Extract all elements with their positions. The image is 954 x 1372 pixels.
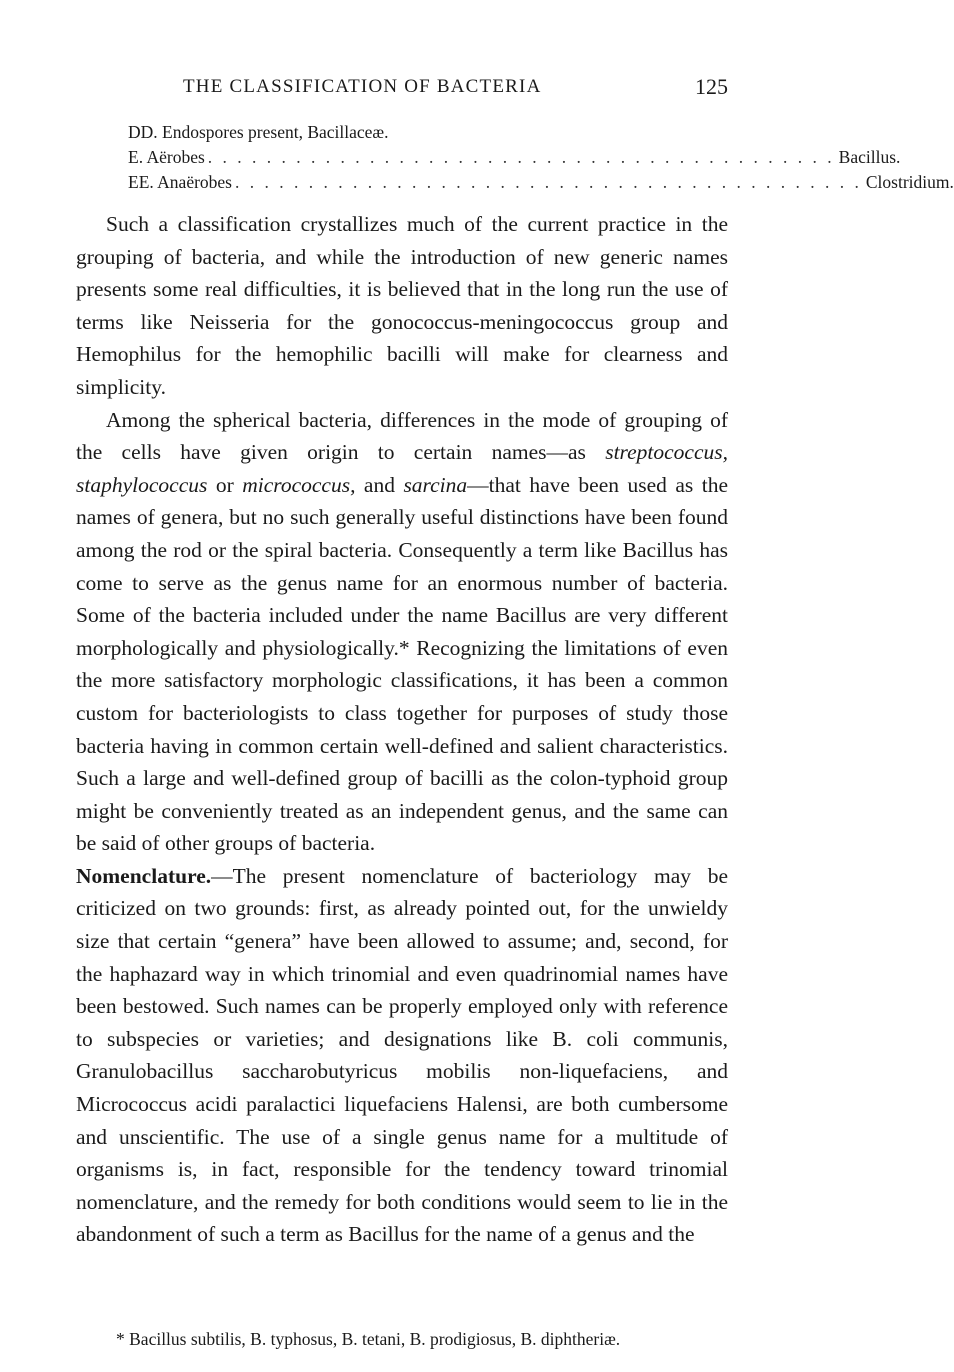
genus-term: staphylococcus bbox=[76, 472, 208, 497]
footnote: * Bacillus subtilis, B. typhosus, B. tetani, B. prodigiosus, B. diphtheriæ. bbox=[116, 1329, 621, 1349]
key-heading-row bbox=[128, 120, 728, 145]
genus-term: sarcina bbox=[403, 472, 468, 497]
classification-key bbox=[128, 120, 954, 195]
dot-leader: . . . . . . . . . . . . . . . . . . . . . . . . . . . . . . . . . . . . . . . . . . . bbox=[207, 147, 835, 167]
running-head bbox=[173, 76, 728, 106]
text-run: or bbox=[207, 472, 243, 497]
text-run: —that have been used as the names of genera, but no such generally useful distinctions have been found among the rod or the spiral bacteria. Consequently a term like Bacillus has come to serve as the genus name for an enormous number of bacteria. Some of the bacteria included under the name Bacillus are very different morphologically and physiologically.* Recognizing the limitations of even the more satisfactory morphologic classifications, it has been a common custom for bacteriologists to class together for purposes of study those bacteria having in common certain well-defined and salient characteristics. Such a large and well-defined group of bacilli as the colon-typhoid group might be conveniently treated as an independent genus, and the same can be said of other groups of bacteria. bbox=[76, 472, 728, 856]
text-run: and bbox=[355, 472, 404, 497]
key-entry: EE. Anaërobes bbox=[128, 172, 232, 192]
genus-term: streptococcus, bbox=[605, 440, 728, 465]
key-row-anaerobes bbox=[128, 170, 954, 195]
section-run-in-heading: Nomenclature. bbox=[76, 863, 212, 888]
dot-leader: . . . . . . . . . . . . . . . . . . . . . . . . . . . . . . . . . . . . . . . . . . . bbox=[235, 172, 862, 192]
running-title: THE CLASSIFICATION OF BACTERIA bbox=[183, 76, 542, 97]
key-heading: DD. Endospores present, Bacillaceæ. bbox=[128, 122, 389, 142]
page-number: 125 bbox=[695, 74, 728, 99]
text-run: Among the spherical bacteria, differences in the mode of grouping of the cells have given origin to certain names—as bbox=[76, 407, 728, 465]
key-entry: E. Aërobes bbox=[128, 147, 205, 167]
key-genus: Bacillus. bbox=[838, 147, 901, 167]
paragraph-nomenclature bbox=[76, 860, 728, 1251]
key-row-aerobes bbox=[128, 145, 901, 170]
paragraph-classification: Such a classification crystallizes much of the current practice in the grouping of bacteria, and while the introduction of new generic names presents some real difficulties, it is believed that in the long run the use of terms like Neisseria for the gonococcus-meningococcus group and Hemophilus for the hemophilic bacilli will make for clearness and simplicity. bbox=[76, 212, 728, 399]
text-run: —The present nomenclature of bacteriology may be criticized on two grounds: first, as already pointed out, for the unwieldy size that certain “genera” have been allowed to assume; and, second, for the haphazard way in which trinomial and even quadrinomial names have been bestowed. Such names can be properly employed only with reference to subspecies or varieties; and designations like B. coli communis, Granulobacillus saccharobutyricus mobilis non-liquefaciens, and Micrococcus acidi paralactici liquefaciens Halensi, are both cumbersome and unscientific. The use of a single genus name for a multitude of organisms is, in fact, responsible for the tendency toward trinomial nomenclature, and the remedy for both conditions would seem to lie in the abandonment of such a term as Bacillus for the name of a genus and the bbox=[76, 863, 728, 1247]
paragraph-spherical-bacteria bbox=[76, 404, 728, 860]
body-text bbox=[76, 208, 728, 1251]
key-genus: Clostridium. bbox=[865, 172, 954, 192]
genus-term: micrococcus, bbox=[242, 472, 356, 497]
